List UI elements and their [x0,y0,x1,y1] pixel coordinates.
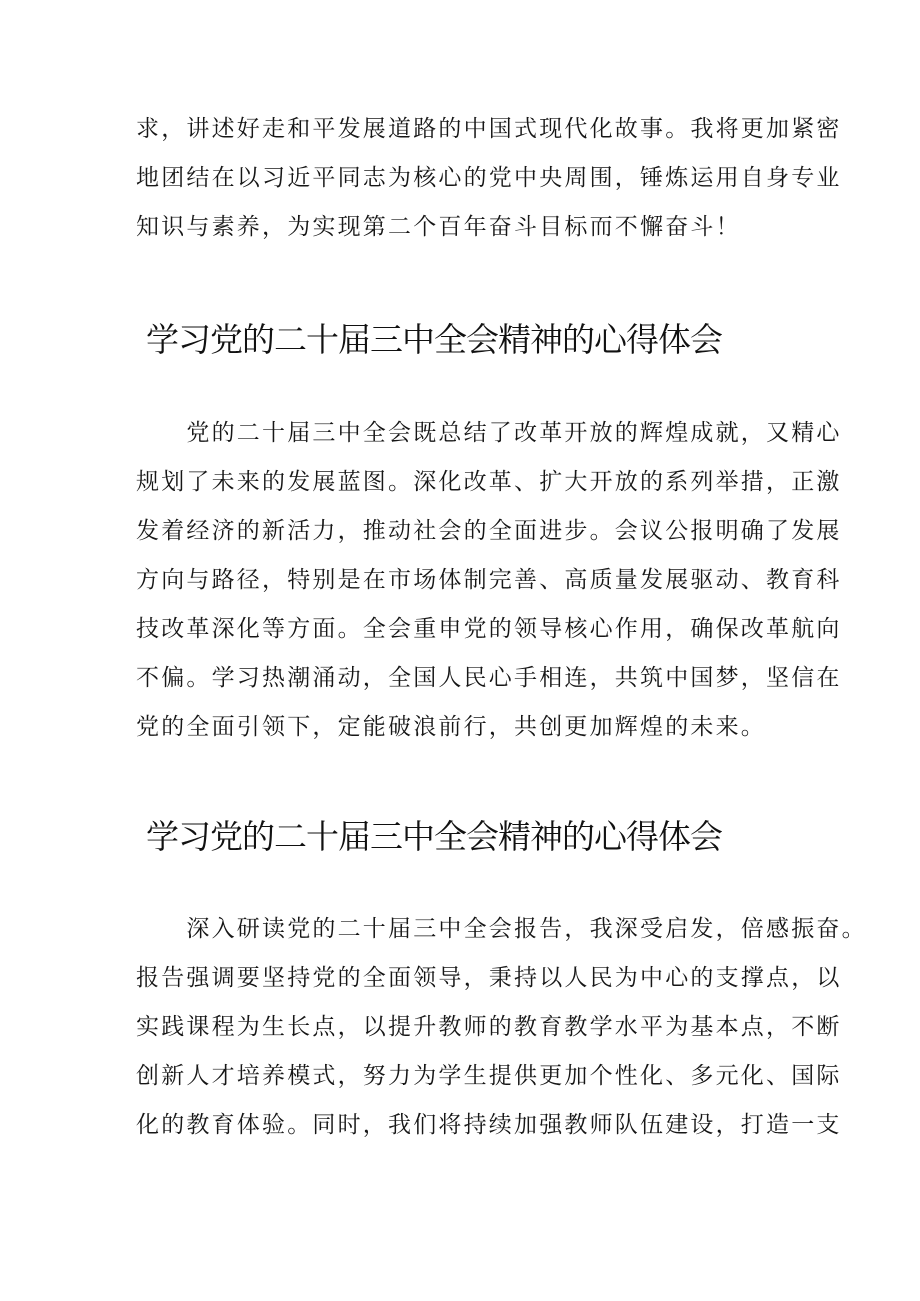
paragraph-body [136,409,842,752]
text-line: 深入研读党的二十届三中全会报告，我深受启发，倍感振奋。 [136,916,867,942]
text-line: 党的全面引领下，定能破浪前行，共创更加辉煌的未来。 [136,714,766,740]
text-line: 规划了未来的发展蓝图。深化改革、扩大开放的系列举措，正激 [136,469,842,495]
text-line: 化的教育体验。同时，我们将持续加强教师队伍建设，打造一支 [136,1112,842,1138]
paragraph-continued [136,105,842,252]
text-line: 报告强调要坚持党的全面领导，秉持以人民为中心的支撑点，以 [136,965,842,991]
text-line: 求，讲述好走和平发展道路的中国式现代化故事。我将更加紧密 [136,116,842,142]
text-line: 知识与素养，为实现第二个百年奋斗目标而不懈奋斗！ [136,214,741,240]
section-heading: 学习党的二十届三中全会精神的心得体会 [146,817,722,856]
paragraph-body [136,905,867,1150]
text-line: 方向与路径，特别是在市场体制完善、高质量发展驱动、教育科 [136,567,842,593]
text-line: 创新人才培养模式，努力为学生提供更加个性化、多元化、国际 [136,1063,842,1089]
text-line: 地团结在以习近平同志为核心的党中央周围，锤炼运用自身专业 [136,165,842,191]
text-line: 发着经济的新活力，推动社会的全面进步。会议公报明确了发展 [136,518,842,544]
text-line: 党的二十届三中全会既总结了改革开放的辉煌成就，又精心 [136,420,842,446]
text-line: 实践课程为生长点，以提升教师的教育教学水平为基本点，不断 [136,1014,842,1040]
section-heading: 学习党的二十届三中全会精神的心得体会 [146,320,722,359]
text-line: 不偏。学习热潮涌动，全国人民心手相连，共筑中国梦，坚信在 [136,665,842,691]
text-line: 技改革深化等方面。全会重申党的领导核心作用，确保改革航向 [136,616,842,642]
